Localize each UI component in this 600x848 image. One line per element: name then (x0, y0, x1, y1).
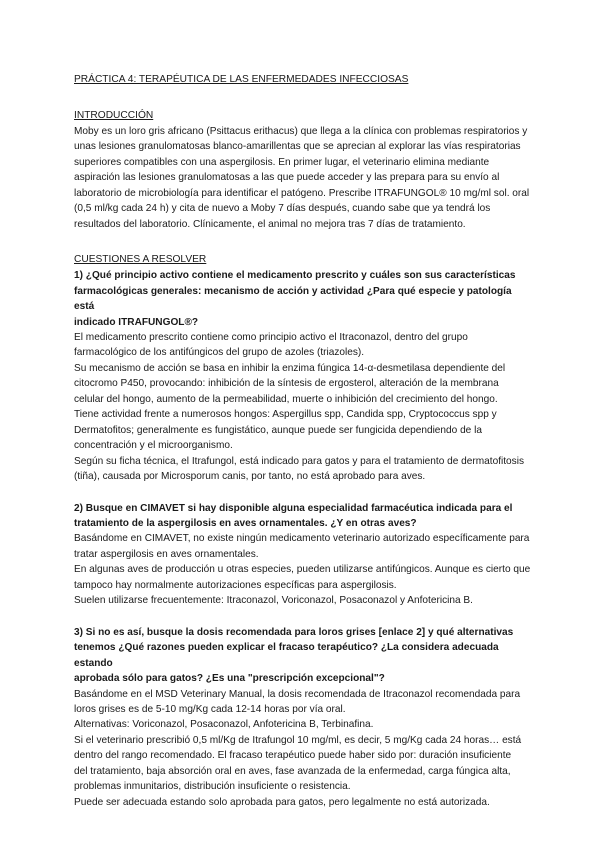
answer-line: Si el veterinario prescribió 0,5 ml/Kg de Itrafungol 10 mg/ml, es decir, 5 mg/Kg cada 24 horas… está (74, 734, 522, 746)
spacer (74, 485, 534, 501)
answer-line: (tiña), causada por Microsporum canis, por tanto, no está aprobado para aves. (74, 471, 426, 483)
answer-line: celular del hongo, aumento de la permeabilidad, muerte o inhibición del crecimiento del hongo. (74, 393, 498, 405)
question-line: 1) ¿Qué principio activo contiene el medicamento prescrito y cuáles son sus características (74, 270, 516, 282)
question-line: tratamiento de la aspergilosis en aves ornamentales. ¿Y en otras aves? (74, 517, 417, 529)
answer-line: problemas inmunitarios, distribución insuficiente o resistencia. (74, 781, 351, 793)
answer-line: loros grises es de 5-10 mg/Kg cada 12-14 horas por vía oral. (74, 703, 346, 715)
answer-line: Según su ficha técnica, el Itrafungol, está indicado para gatos y para el tratamiento de dermatofitosis (74, 455, 524, 467)
spacer (74, 609, 534, 625)
answer-line: Alternativas: Voriconazol, Posaconazol, Anfotericina B, Terbinafina. (74, 719, 374, 731)
answer-line: farmacológico de los antifúngicos del grupo de azoles (triazoles). (74, 347, 365, 359)
answer-line: Puede ser adecuada estando solo aprobada para gatos, pero legalmente no está autorizada. (74, 796, 490, 808)
intro-line: superiores compatibles con una aspergilosis. En primer lugar, el veterinario elimina mediante (74, 156, 490, 168)
answer-line: concentración y el microorganismo. (74, 440, 233, 452)
question-block-2 (74, 501, 534, 609)
answer-line: tratar aspergilosis en aves ornamentales. (74, 548, 259, 560)
question-line: farmacológicas generales: mecanismo de acción y actividad ¿Para qué especie y patología está (74, 285, 512, 313)
intro-line: laboratorio de microbiología para identificar el patógeno. Prescribe ITRAFUNGOL® 10 mg/ml sol. oral (74, 187, 530, 199)
question-block-3 (74, 625, 534, 810)
intro-paragraph (74, 124, 534, 232)
intro-line: resultados del laboratorio. Clínicamente, el animal no mejora tras 7 días de tratamiento. (74, 218, 466, 230)
answer-line: En algunas aves de producción u otras especies, pueden utilizarse antifúngicos. Aunque es cierto que (74, 564, 531, 576)
intro-line: aspiración las lesiones granulomatosas a las que puede acceder y las prepara para su envío al (74, 172, 500, 184)
intro-heading: INTRODUCCIÓN (74, 110, 154, 121)
intro-line: unas lesiones granulomatosas blanco-amarillentas que se aprecian al explorar las vías respiratorias (74, 141, 521, 153)
answer-line: El medicamento prescrito contiene como principio activo el Itraconazol, dentro del grupo (74, 331, 468, 343)
answer-line: dentro del rango recomendado. El fracaso terapéutico puede haber sido por: duración insuficiente (74, 750, 512, 762)
answer-line: citocromo P450, provocando: inhibición de la síntesis de ergosterol, alteración de la membrana (74, 378, 499, 390)
intro-line: (0,5 ml/kg cada 24 h) y cita de nuevo a Moby 7 días después, cuando sabe que ya tendrá los (74, 203, 491, 215)
answer-line: Dermatofitos; generalmente es fungistático, aunque puede ser fungicida dependiendo de la (74, 424, 482, 436)
answer-line: Basándome en CIMAVET, no existe ningún medicamento veterinario autorizado específicamente para (74, 533, 530, 545)
answer-line: Basándome en el MSD Veterinary Manual, la dosis recomendada de Itraconazol recomendada para (74, 688, 521, 700)
answer-line: del tratamiento, baja absorción oral en aves, fase avanzada de la enfermedad, carga fúngica alta, (74, 765, 511, 777)
question-line: tenemos ¿Qué razones pueden explicar el fracaso terapéutico? ¿La considera adecuada estando (74, 642, 499, 669)
document-page (74, 72, 534, 810)
question-line: aprobada sólo para gatos? ¿Es una "prescripción excepcional"? (74, 673, 385, 685)
document-title: PRÁCTICA 4: TERAPÉUTICA DE LAS ENFERMEDADES INFECCIOSAS (74, 74, 409, 85)
question-line: indicado ITRAFUNGOL®? (74, 316, 199, 328)
answer-line: Su mecanismo de acción se basa en inhibir la enzima fúngica 14-α-desmetilasa dependiente del (74, 362, 506, 374)
question-line: 3) Si no es así, busque la dosis recomendada para loros grises [enlace 2] y qué alternativas (74, 626, 514, 638)
question-block-1 (74, 268, 534, 484)
answer-line: Tiene actividad frente a numerosos hongos: Aspergillus spp, Candida spp, Cryptococcus spp y (74, 409, 497, 421)
questions-heading: CUESTIONES A RESOLVER (74, 254, 207, 266)
question-line: 2) Busque en CIMAVET si hay disponible alguna especialidad farmacéutica indicada para el (74, 502, 513, 514)
intro-line: Moby es un loro gris africano (Psittacus erithacus) que llega a la clínica con problemas respiratorios y (74, 126, 528, 137)
answer-line: tampoco hay normalmente autorizaciones específicas para aspergilosis. (74, 579, 397, 591)
answer-line: Suelen utilizarse frecuentemente: Itraconazol, Voriconazol, Posaconazol y Anfotericina B. (74, 595, 473, 607)
